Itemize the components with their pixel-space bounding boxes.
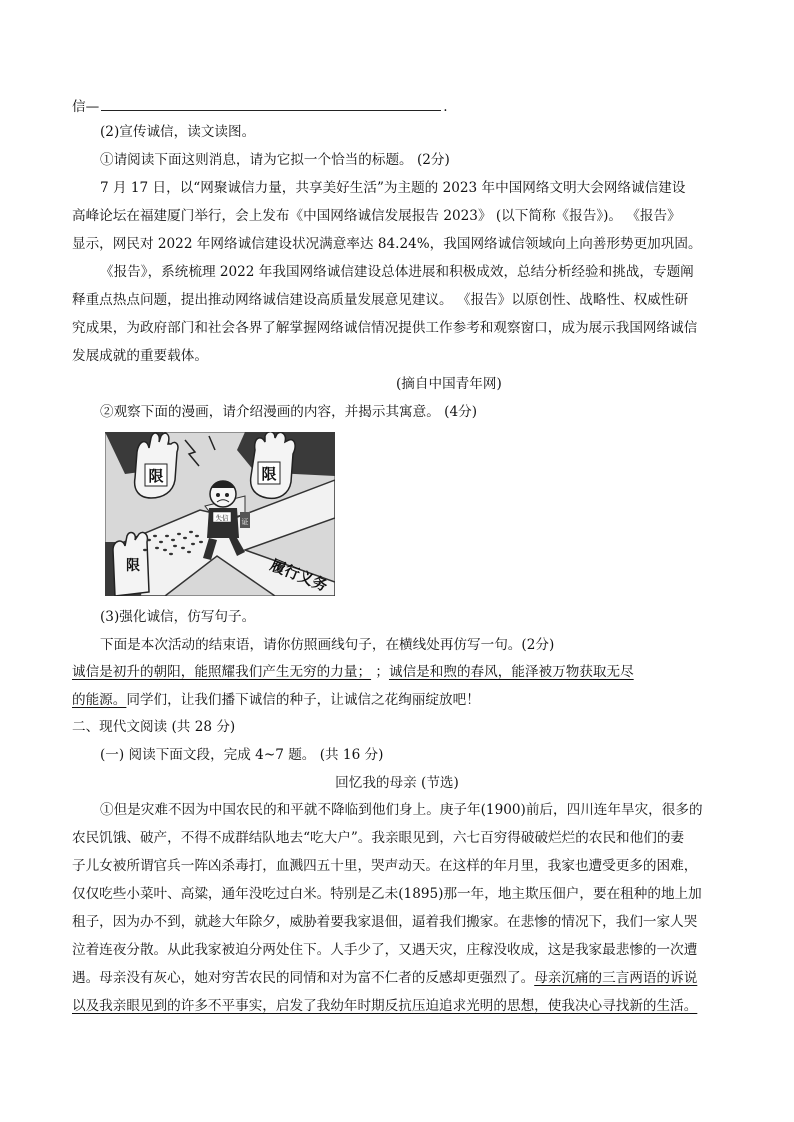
letter-end: . <box>443 99 448 115</box>
news-paragraph-line: 释重点热点问题，提出推动网络诚信建设高质量发展意见建议。 《报告》以原创性、战略性、权威性研 <box>72 292 689 308</box>
hand-bottom-label: 限 <box>126 558 140 574</box>
passage-line <box>72 968 722 988</box>
news-paragraph-line: 高峰论坛在福建厦门举行，会上发布《中国网络诚信发展报告 2023》 (以下简称《报告》)。 《报告》 <box>72 208 681 224</box>
news-paragraph-line: 显示，网民对 2022 年网络诚信建设状况满意率达 84.24%，我国网络诚信领域向上向善形势更加巩固。 <box>72 236 702 252</box>
question-2-2-prompt: ②观察下面的漫画，请介绍漫画的内容，并揭示其寓意。 (4分) <box>100 404 478 420</box>
passage-title: 回忆我的母亲 (节选) <box>335 775 459 791</box>
news-paragraph-line: 《报告》，系统梳理 2022 年我国网络诚信建设总体进展和积极成效，总结分析经验和挑战，专题阐 <box>100 264 694 280</box>
reading-1-instruction: (一) 阅读下面文段，完成 4~7 题。 (共 16 分) <box>100 747 384 763</box>
question-2-1-prompt: ①请阅读下面这则消息，请为它拟一个恰当的标题。 (2分) <box>100 152 450 168</box>
model-sentence-2-end: 的能源。 <box>72 692 127 708</box>
imitation-sentence-line <box>72 690 722 710</box>
cartoon-svg <box>105 432 335 596</box>
closing-remark: 同学们，让我们播下诚信的种子，让诚信之花绚丽绽放吧！ <box>126 692 480 708</box>
news-paragraph-line: 7 月 17 日，以“网聚诚信力量，共享美好生活”为主题的 2023 年中国网络文明大会网络诚信建设 <box>100 180 686 196</box>
cartoon-image <box>105 432 335 596</box>
passage-line <box>72 996 722 1016</box>
model-sentence-1: 诚信是初升的朝阳，能照耀我们产生无穷的力量； <box>72 664 372 680</box>
hand-right-label: 限 <box>261 465 277 483</box>
underlined-passage-text: 母亲沉痛的三言两语的诉说 <box>534 970 698 986</box>
passage-line: ①但是灾难不因为中国农民的和平就不降临到他们身上。庚子年(1900)前后，四川连年旱灾，很多的 <box>100 802 703 818</box>
underlined-passage-text: 以及我亲眼见到的许多不平事实，启发了我幼年时期反抗压迫追求光明的思想，使我决心寻找新的生活。 <box>72 998 698 1014</box>
question-2-heading: (2)宣传诚信，读文读图。 <box>100 124 256 140</box>
question-3-heading: (3)强化诚信，仿写句子。 <box>100 609 256 625</box>
imitation-blank[interactable]: ； <box>371 664 389 680</box>
section-2-heading: 二、现代文阅读 (共 28 分) <box>72 719 236 735</box>
passage-line: 仅仅吃些小菜叶、高粱，通年没吃过白米。特别是乙未(1895)那一年，地主欺压佃户，要在租种的地上加 <box>72 886 702 902</box>
hand-left-label: 限 <box>148 467 164 485</box>
passage-text: 遇。母亲没有灰心，她对穷苦农民的同情和对为富不仁者的反感却更强烈了。 <box>72 970 535 986</box>
road-label: 履行义务 <box>267 555 331 595</box>
news-paragraph-line: 究成果，为政府部门和社会各界了解掌握网络诚信情况提供工作参考和观察窗口，成为展示我国网络诚信 <box>72 320 698 336</box>
imitation-sentence-line <box>72 662 722 682</box>
letter-blank-line <box>72 97 722 117</box>
passage-line: 租子，因为办不到，就趁大年除夕，威胁着要我家退佃，逼着我们搬家。在悲惨的情况下，我们一家人哭 <box>72 914 698 930</box>
passage-line: 子儿女被所谓官兵一阵凶杀毒打，血溅四五十里，哭声动天。在这样的年月里，我家也遭受更多的困难， <box>72 858 698 874</box>
answer-blank-line[interactable] <box>101 97 441 111</box>
model-sentence-2: 诚信是和煦的春风，能泽被万物获取无尽 <box>388 664 634 680</box>
news-paragraph-line: 发展成就的重要载体。 <box>72 348 208 364</box>
news-source: (摘自中国青年网) <box>396 376 502 392</box>
sign-label: 证 <box>241 518 249 526</box>
passage-line: 农民饥饿、破产，不得不成群结队地去“吃大户”。我亲眼见到，六七百穷得破破烂烂的农民和他们的妻 <box>72 830 685 846</box>
figure-badge-label: 失信 <box>215 514 229 522</box>
passage-line: 泣着连夜分散。从此我家被迫分两处住下。人手少了，又遇天灾，庄稼没收成，这是我家最悲惨的一次遭 <box>72 942 698 958</box>
letter-prefix: 信— <box>72 99 100 115</box>
question-3-prompt: 下面是本次活动的结束语，请你仿照画线句子，在横线处再仿写一句。(2分) <box>100 637 555 653</box>
